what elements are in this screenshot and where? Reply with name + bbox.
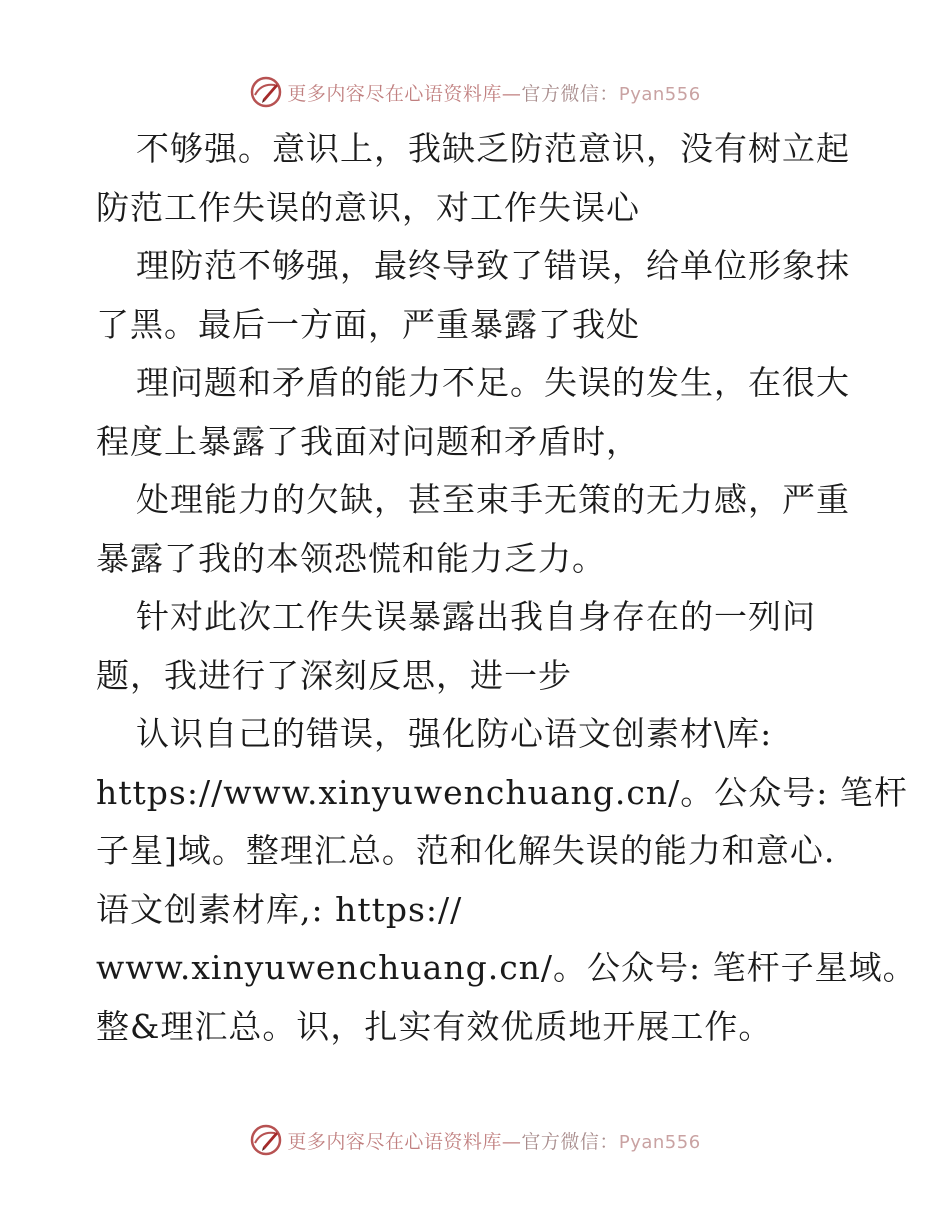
watermark-id: Pyan556 <box>618 83 701 105</box>
pen-logo-icon <box>249 1123 283 1157</box>
text-line: 理防范不够强，最终导致了错误，给单位形象抹 <box>136 246 850 285</box>
text-line: 子星]域。整理汇总。范和化解失误的能力和意心. <box>96 831 836 870</box>
text-line: 处理能力的欠缺，甚至束手无策的无力感，严重 <box>136 480 850 519</box>
text-line: 针对此次工作失误暴露出我自身存在的一列问 <box>136 597 816 636</box>
text-line: 题，我进行了深刻反思，进一步 <box>96 655 572 695</box>
watermark-official: 官方微信： <box>521 1130 619 1153</box>
text-line: 整&理汇总。识，扎实有效优质地开展工作。 <box>96 1006 773 1046</box>
watermark-id: Pyan556 <box>618 1131 701 1153</box>
pen-logo-icon <box>249 75 283 109</box>
text-line: 理问题和矛盾的能力不足。失误的发生，在很大 <box>136 363 850 402</box>
watermark-header <box>0 72 950 112</box>
text-line: 程度上暴露了我面对问题和矛盾时， <box>96 421 640 461</box>
text-line: https://www.xinyuwenchuang.cn/。公众号: 笔杆 <box>96 772 908 812</box>
watermark-footer <box>0 1120 950 1160</box>
text-line: www.xinyuwenchuang.cn/。公众号: 笔杆子星域。 <box>96 948 917 987</box>
text-line: 了黑。最后一方面，严重暴露了我处 <box>96 304 640 344</box>
text-line: 语文创素材库,: https:// <box>96 889 463 929</box>
text-line: 不够强。意识上，我缺乏防范意识，没有树立起 <box>136 129 850 168</box>
watermark-official: 官方微信： <box>521 82 619 105</box>
text-line: 认识自己的错误，强化防心语文创素材\库: <box>136 714 773 753</box>
watermark-text <box>287 79 700 106</box>
watermark-cn: 更多内容尽在心语资料库— <box>287 82 522 105</box>
watermark-text <box>287 1127 700 1154</box>
document-body <box>96 120 917 1056</box>
text-line: 防范工作失误的意识，对工作失误心 <box>96 187 640 227</box>
watermark-cn: 更多内容尽在心语资料库— <box>287 1130 522 1153</box>
text-line: 暴露了我的本领恐慌和能力乏力。 <box>96 538 606 578</box>
